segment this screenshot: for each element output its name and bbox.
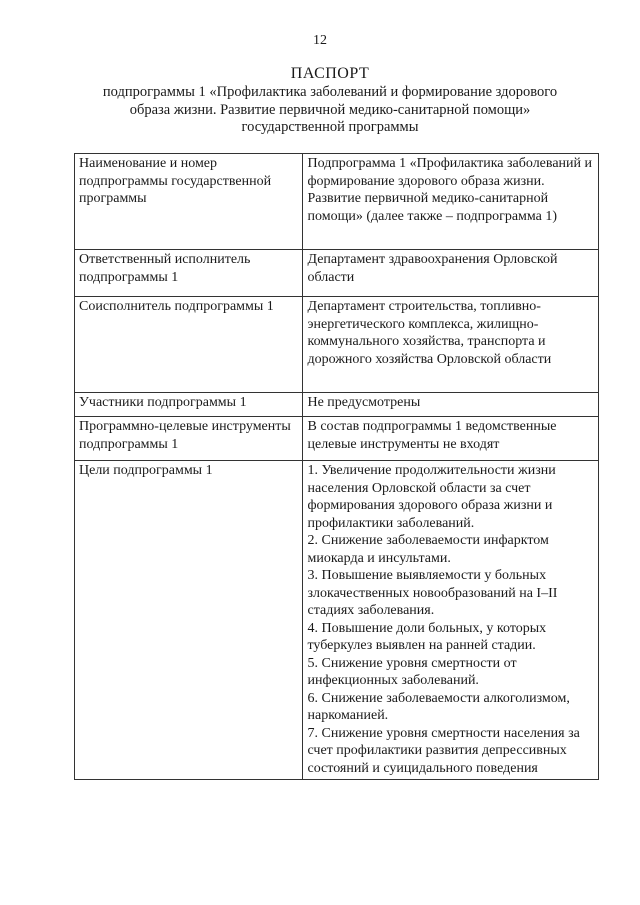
table-row-goals — [75, 461, 599, 780]
row-value-responsible: Департамент здравоохранения Орловской области — [303, 250, 599, 297]
row-label-instruments: Программно-целевые инструменты подпрограммы 1 — [75, 417, 303, 461]
row-label-coexecutor: Соисполнитель подпрограммы 1 — [75, 297, 303, 393]
row-value-coexecutor: Департамент строительства, топливно-энергетического комплекса, жилищно-коммунального хозяйства, транспорта и дорожного хозяйства Орловской области — [303, 297, 599, 393]
goal-item-6: 6. Снижение заболеваемости алкоголизмом, наркоманией. — [307, 690, 570, 723]
row-label-responsible: Ответственный исполнитель подпрограммы 1 — [75, 250, 303, 297]
row-value-instruments: В состав подпрограммы 1 ведомственные целевые инструменты не входят — [303, 417, 599, 461]
document-header — [60, 64, 600, 137]
row-value-goals — [303, 461, 599, 780]
row-label-name: Наименование и номер подпрограммы государственной программы — [75, 154, 303, 250]
goal-item-4: 4. Повышение доли больных, у которых туберкулез выявлен на ранней стадии. — [307, 620, 547, 653]
goal-item-2: 2. Снижение заболеваемости инфарктом миокарда и инсультами. — [307, 533, 549, 566]
document-subtitle-line-3: государственной программы — [241, 119, 419, 135]
document-subtitle-line-2: образа жизни. Развитие первичной медико-санитарной помощи» — [129, 101, 531, 118]
goal-item-7: 7. Снижение уровня смертности населения за счет профилактики развития депрессивных состояний и суицидального поведения — [307, 725, 580, 776]
table-row-coexecutor — [75, 297, 599, 393]
row-value-participants: Не предусмотрены — [303, 393, 599, 417]
page-number: 12 — [313, 33, 327, 48]
row-value-name: Подпрограмма 1 «Профилактика заболеваний и формирование здорового образа жизни. Развитие первичной медико-санитарной помощи» (далее также – подпрограмма 1) — [303, 154, 599, 250]
row-label-participants: Участники подпрограммы 1 — [75, 393, 303, 417]
goal-item-5: 5. Снижение уровня смертности от инфекционных заболеваний. — [307, 655, 517, 688]
table-row-instruments — [75, 417, 599, 461]
table-row-participants — [75, 393, 599, 417]
document-subtitle-line-1: подпрограммы 1 «Профилактика заболеваний и формирование здорового — [102, 84, 558, 100]
table-row-name — [75, 154, 599, 250]
passport-table — [74, 153, 599, 780]
goal-item-1: 1. Увеличение продолжительности жизни населения Орловской области за счет формирования здорового образа жизни и профилактики заболеваний. — [307, 463, 556, 531]
table-row-responsible — [75, 250, 599, 297]
document-title: ПАСПОРТ — [290, 65, 370, 82]
row-label-goals: Цели подпрограммы 1 — [75, 461, 303, 780]
goal-item-3: 3. Повышение выявляемости у больных злокачественных новообразований на I–II стадиях заболевания. — [307, 568, 558, 618]
